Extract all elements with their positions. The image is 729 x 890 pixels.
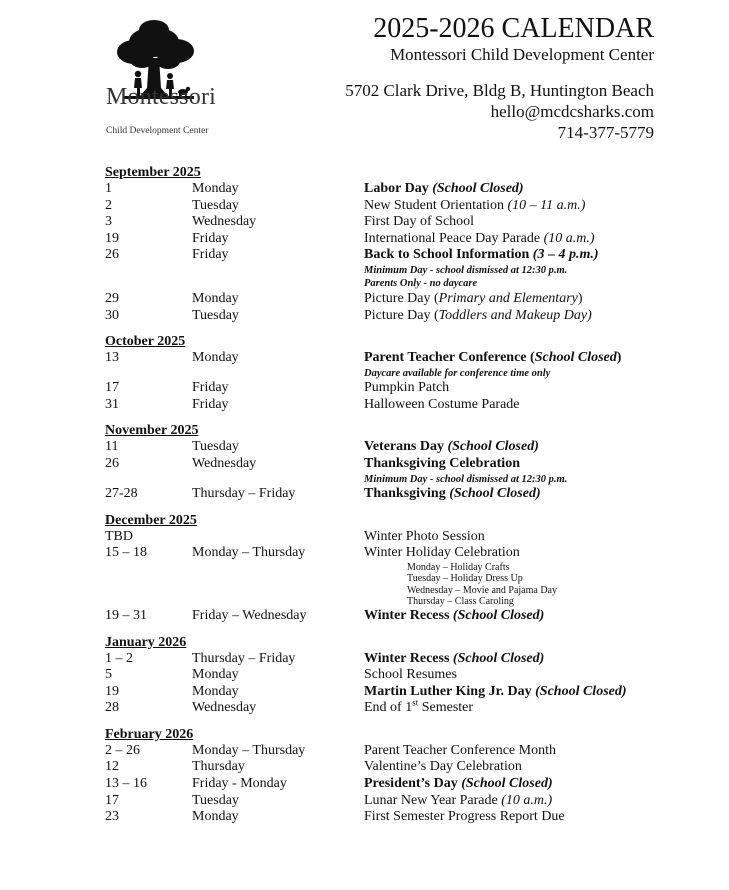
event-description [364, 809, 665, 826]
event-date: 19 [105, 683, 119, 699]
event-title [364, 743, 556, 758]
event-description [364, 667, 665, 684]
event-title [364, 291, 583, 306]
calendar-row [105, 608, 665, 625]
event-date: 30 [105, 307, 119, 323]
event-title [364, 397, 520, 412]
calendar-row [105, 231, 665, 248]
event-weekday: Friday – Wednesday [192, 607, 307, 623]
calendar-row [105, 651, 665, 668]
event-text: Winter Recess [364, 650, 453, 666]
event-note: Daycare available for conference time only [364, 367, 551, 379]
event-description [364, 486, 665, 503]
superscript: st [412, 697, 419, 708]
event-date: 23 [105, 809, 119, 825]
event-title [364, 776, 553, 791]
calendar-row [105, 776, 665, 793]
event-text: First Day of School [364, 214, 475, 230]
event-description [364, 759, 665, 776]
event-description [364, 529, 665, 546]
event-text: (School Closed) [535, 683, 627, 699]
organization-name: Montessori Child Development Center [390, 45, 654, 64]
event-date: 5 [105, 667, 112, 683]
document-header [345, 14, 654, 143]
event-weekday: Thursday [192, 759, 245, 775]
event-text: Winter Holiday Celebration [364, 545, 520, 561]
calendar-row [105, 743, 665, 760]
event-weekday: Tuesday [192, 197, 239, 213]
month-heading: December 2025 [105, 512, 197, 528]
calendar-row [105, 486, 665, 503]
event-date: 12 [105, 759, 119, 775]
month-section [105, 513, 665, 625]
event-date: 17 [105, 380, 119, 396]
event-text: Veterans Day [364, 439, 448, 455]
event-title [364, 198, 585, 213]
event-weekday: Monday [192, 683, 239, 699]
event-text: (School Closed) [461, 776, 553, 792]
event-date: 11 [105, 439, 119, 455]
event-date: 1 – 2 [105, 650, 133, 666]
event-text: (School Closed) [452, 650, 545, 666]
event-text: School Resumes [364, 667, 457, 683]
month-section [105, 334, 665, 413]
event-date: 26 [105, 247, 119, 263]
event-date: 19 [105, 230, 119, 246]
event-title [364, 350, 621, 365]
email-address: hello@mcdcsharks.com [490, 102, 654, 121]
event-description [364, 380, 665, 397]
calendar-row [105, 308, 665, 325]
event-description [364, 743, 665, 760]
event-weekday: Tuesday [192, 792, 239, 808]
event-date: 27-28 [105, 486, 138, 502]
event-text: Valentine’s Day Celebration [364, 759, 522, 775]
event-text: Martin Luther King Jr. Day [364, 683, 536, 699]
event-weekday: Thursday – Friday [192, 650, 296, 666]
calendar-list [105, 165, 665, 836]
event-description [364, 439, 665, 456]
calendar-row [105, 198, 665, 215]
event-date: 3 [105, 214, 112, 230]
event-weekday: Friday [192, 380, 229, 396]
event-text: New Student Orientation [364, 197, 508, 213]
event-text: First Semester Progress Report Due [364, 809, 565, 825]
event-weekday [192, 529, 364, 546]
event-title [364, 545, 520, 560]
event-date: 17 [105, 792, 119, 808]
event-text: (10 a.m.) [543, 230, 595, 246]
event-description [364, 397, 665, 414]
event-weekday: Monday [192, 667, 239, 683]
event-date: 31 [105, 396, 119, 412]
calendar-row [105, 181, 665, 198]
event-weekday: Wednesday [192, 700, 257, 716]
activity-item: Monday – Holiday Crafts [407, 561, 510, 573]
event-text: (10 a.m.) [501, 792, 553, 808]
event-text: School Closed [534, 350, 617, 366]
event-text: Thanksgiving [364, 486, 450, 502]
event-note: Parents Only - no daycare [364, 278, 478, 290]
calendar-row [105, 439, 665, 456]
calendar-row [105, 397, 665, 414]
event-weekday: Tuesday [192, 439, 239, 455]
event-weekday: Monday [192, 350, 239, 366]
calendar-row [105, 667, 665, 684]
event-weekday: Friday [192, 247, 229, 263]
month-section [105, 727, 665, 826]
event-weekday: Thursday – Friday [192, 486, 296, 502]
event-date: 13 [105, 350, 119, 366]
activity-item: Tuesday – Holiday Dress Up [407, 573, 523, 585]
address: 5702 Clark Drive, Bldg B, Huntington Beach [345, 81, 654, 100]
event-description [364, 214, 665, 231]
event-description [364, 456, 665, 486]
event-description [364, 350, 665, 380]
event-text: Winter Photo Session [364, 528, 485, 544]
calendar-row [105, 456, 665, 486]
event-weekday: Wednesday [192, 456, 257, 472]
month-section [105, 635, 665, 717]
event-text: Thanksgiving Celebration [364, 456, 520, 472]
event-text: Parent Teacher Conference Month [364, 742, 556, 758]
calendar-row [105, 291, 665, 308]
event-text: (10 – 11 a.m.) [507, 197, 586, 213]
event-title [364, 667, 457, 682]
event-text: Back to School Information [364, 247, 533, 263]
event-description [364, 231, 665, 248]
event-date: 19 – 31 [105, 607, 147, 623]
event-weekday: Monday [192, 809, 239, 825]
calendar-row [105, 247, 665, 291]
event-title [364, 759, 522, 774]
event-description [364, 651, 665, 668]
event-title [364, 231, 595, 246]
event-text: (School Closed) [432, 181, 524, 196]
event-title [364, 456, 520, 471]
event-description [364, 308, 665, 325]
event-title [364, 380, 449, 395]
month-heading: November 2025 [105, 423, 199, 439]
event-description [364, 181, 665, 198]
event-text: Semester [418, 700, 474, 716]
school-logo [104, 18, 224, 142]
event-title [364, 793, 552, 808]
event-text: Pumpkin Patch [364, 380, 450, 396]
event-date: 13 – 16 [105, 776, 147, 792]
event-text: (School Closed) [447, 439, 539, 455]
event-title [364, 529, 485, 544]
calendar-row [105, 684, 665, 701]
month-section [105, 165, 665, 324]
month-heading: January 2026 [105, 634, 187, 650]
event-text: (School Closed) [452, 607, 545, 623]
event-description [364, 247, 665, 291]
event-text: Picture Day ( [364, 307, 439, 323]
event-title [364, 608, 544, 623]
event-weekday: Friday [192, 230, 229, 246]
event-text: (3 – 4 p.m.) [532, 247, 599, 263]
phone-number: 714-377-5779 [557, 123, 654, 142]
event-text: Labor Day [364, 181, 433, 196]
event-description [364, 545, 665, 608]
page-title: 2025-2026 CALENDAR [373, 13, 654, 44]
calendar-row [105, 529, 665, 546]
logo-subtitle: Child Development Center [106, 126, 209, 136]
event-date: 15 – 18 [105, 545, 147, 561]
event-weekday: Friday [192, 396, 229, 412]
calendar-row [105, 793, 665, 810]
event-text: Halloween Costume Parade [364, 396, 520, 412]
event-text: Winter Recess [364, 607, 453, 623]
event-text: Picture Day ( [364, 290, 439, 306]
event-title [364, 308, 592, 323]
event-title [364, 697, 474, 716]
event-text: End of 1 [364, 700, 413, 716]
event-text: Toddlers and Makeup Day) [438, 307, 592, 323]
event-text: Parent Teacher Conference ( [364, 350, 535, 366]
event-text: Lunar New Year Parade [364, 792, 502, 808]
calendar-row [105, 350, 665, 380]
event-text: ) [616, 350, 622, 366]
event-date: 26 [105, 456, 119, 472]
event-title [364, 247, 599, 262]
event-description [364, 697, 665, 717]
event-note: Minimum Day - school dismissed at 12:30 p.m. [364, 473, 568, 485]
event-weekday: Monday [192, 181, 239, 196]
event-text: (School Closed) [449, 486, 541, 502]
event-weekday: Monday [192, 290, 239, 306]
activity-item: Wednesday – Movie and Pajama Day [407, 584, 557, 596]
event-date: 28 [105, 700, 119, 716]
event-title [364, 181, 524, 196]
calendar-row [105, 545, 665, 608]
event-text: Primary and Elementary [438, 290, 578, 306]
calendar-row [105, 697, 665, 717]
event-weekday: Monday – Thursday [192, 545, 306, 561]
event-weekday: Friday - Monday [192, 776, 287, 792]
event-text: International Peace Day Parade [364, 230, 544, 246]
event-date: TBD [105, 528, 133, 544]
event-date: 1 [105, 181, 112, 196]
event-description [364, 684, 665, 701]
event-date: 29 [105, 290, 119, 306]
month-heading: October 2025 [105, 334, 186, 350]
event-title [364, 439, 539, 454]
event-text: ) [577, 290, 583, 306]
event-title [364, 809, 565, 824]
event-weekday: Wednesday [192, 214, 257, 230]
event-description [364, 793, 665, 810]
calendar-row [105, 809, 665, 826]
logo-wordmark: Montessori [106, 84, 216, 110]
event-title [364, 486, 541, 501]
month-heading: September 2025 [105, 165, 201, 180]
event-note: Minimum Day - school dismissed at 12:30 p.m. [364, 264, 568, 276]
event-description [364, 776, 665, 793]
calendar-row [105, 380, 665, 397]
event-description [364, 608, 665, 625]
event-description [364, 291, 665, 308]
event-text: President’s Day [364, 776, 462, 792]
month-section [105, 423, 665, 502]
calendar-row [105, 214, 665, 231]
calendar-row [105, 759, 665, 776]
event-title [364, 684, 627, 699]
event-weekday: Monday – Thursday [192, 742, 306, 758]
event-description [364, 198, 665, 215]
event-date: 2 – 26 [105, 742, 140, 758]
event-title [364, 651, 544, 666]
event-date: 2 [105, 197, 112, 213]
event-weekday: Tuesday [192, 307, 239, 323]
event-title [364, 214, 474, 229]
month-heading: February 2026 [105, 726, 194, 742]
activity-item: Thursday – Class Caroling [407, 596, 514, 608]
